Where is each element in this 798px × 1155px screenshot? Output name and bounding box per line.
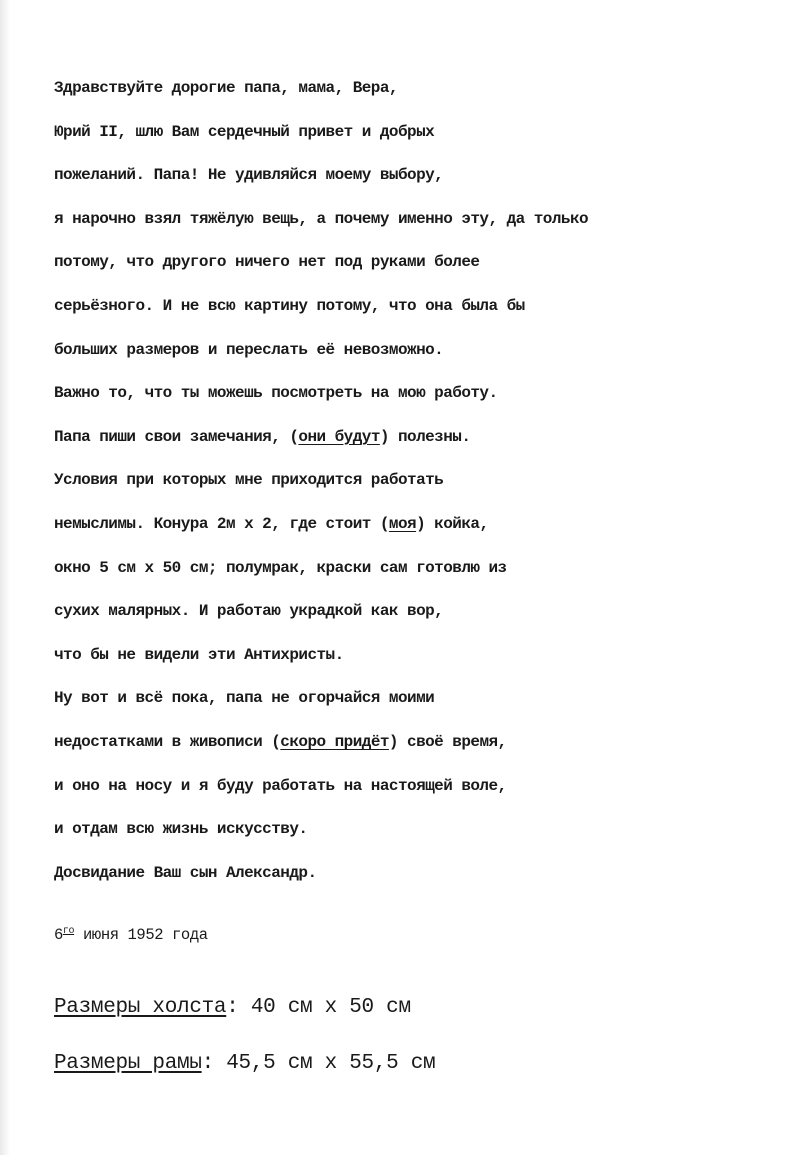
frame-size-label: Размеры рамы (54, 1052, 202, 1075)
letter-line (54, 161, 774, 189)
line-text: Условия при которых мне приходится работать (54, 471, 444, 490)
line-text: я нарочно взял тяжёлую вещь, а почему именно эту, да только (54, 209, 589, 228)
canvas-size-line (54, 996, 411, 1019)
line-text: что бы не видели эти Антихристы. (54, 645, 344, 664)
letter-line (54, 379, 774, 407)
line-text: сухих малярных. И работаю украдкой как вор, (54, 602, 444, 621)
letter-line (54, 466, 774, 494)
letter-line (54, 205, 774, 233)
letter-line (54, 248, 774, 276)
letter-line (54, 292, 774, 320)
line-text: пожеланий. Папа! Не удивляйся моему выбору, (54, 166, 444, 185)
line-text: больших размеров и переслать её невозможно. (54, 340, 444, 359)
letter-line (54, 510, 774, 538)
date-day: 6 (54, 926, 63, 944)
line-text: немыслимы. Конура 2м х 2, где стоит ( (54, 514, 389, 533)
letter-line (54, 641, 774, 669)
frame-size-line (54, 1052, 435, 1075)
underlined-phrase: они будут (298, 427, 380, 446)
letter-line (54, 728, 774, 756)
frame-size-value: : 45,5 см х 55,5 см (201, 1052, 436, 1075)
date-rest: июня 1952 года (74, 926, 208, 944)
letter-line (54, 684, 774, 712)
line-text: серьёзного. И не всю картину потому, что она была бы (54, 296, 525, 315)
line-text: недостатками в живописи ( (54, 732, 281, 751)
letter-date (54, 926, 208, 944)
line-text: ) своё время, (388, 732, 507, 751)
canvas-size-label: Размеры холста (54, 996, 227, 1019)
letter-line (54, 815, 774, 843)
line-text: Юрий II, шлю Вам сердечный привет и добрых (54, 122, 435, 141)
letter-body (54, 74, 774, 902)
letter-line (54, 336, 774, 364)
letter-line (54, 597, 774, 625)
letter-line (54, 859, 774, 887)
line-text: и отдам всю жизнь искусству. (54, 820, 308, 839)
line-text: Ну вот и всё пока, папа не огорчайся моими (54, 689, 435, 708)
letter-line (54, 74, 774, 102)
letter-line (54, 772, 774, 800)
line-text: Папа пиши свои замечания, ( (54, 427, 299, 446)
letter-line (54, 423, 774, 451)
line-text: Здравствуйте дорогие папа, мама, Вера, (54, 79, 398, 97)
line-text: Важно то, что ты можешь посмотреть на мою работу. (54, 384, 498, 403)
canvas-size-value: : 40 см х 50 см (226, 996, 411, 1019)
underlined-phrase: моя (388, 514, 417, 533)
line-text: ) полезны. (379, 427, 471, 446)
letter-line (54, 118, 774, 146)
line-text: ) койка, (416, 514, 489, 533)
scan-edge-shadow (0, 0, 10, 1155)
date-day-suffix: го (62, 926, 75, 937)
letter-line (54, 554, 774, 582)
line-text: и оно на носу и я буду работать на настоящей воле, (54, 776, 507, 795)
underlined-phrase: скоро придёт (280, 732, 389, 751)
line-text: Досвидание Ваш сын Александр. (54, 863, 317, 882)
line-text: окно 5 см х 50 см; полумрак, краски сам готовлю из (54, 558, 507, 577)
line-text: потому, что другого ничего нет под руками более (54, 253, 480, 272)
